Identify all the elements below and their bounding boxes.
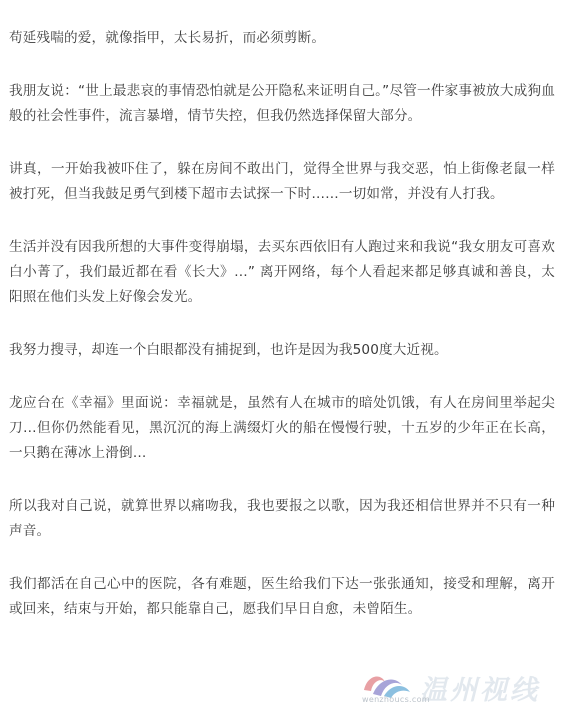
watermark-url: wenzhoucs.com <box>362 695 430 704</box>
paragraph-1: 苟延残喘的爱，就像指甲，太长易折，而必须剪断。 <box>9 30 326 46</box>
article-body <box>9 26 555 622</box>
paragraph-2: 我朋友说：“世上最悲哀的事情恐怕就是公开隐私来证明自己。”尽管一件家事被放大成狗血般的社会性事件，流言暴增，情节失控，但我仍然选择保留大部分。 <box>9 83 555 124</box>
paragraph-6: 龙应台在《幸福》里面说：幸福就是，虽然有人在城市的暗处饥饿，有人在房间里举起尖刀…但你仍然能看见，黑沉沉的海上满缀灯火的船在慢慢行驶，十五岁的少年正在长高，一只鹅在薄冰上滑倒… <box>9 395 555 461</box>
paragraph-7: 所以我对自己说，就算世界以痛吻我，我也要报之以歌，因为我还相信世界并不只有一种声音。 <box>9 498 555 539</box>
watermark-title: 温州视线 <box>420 675 540 706</box>
site-watermark <box>358 664 554 708</box>
paragraph-5: 我努力搜寻，却连一个白眼都没有捕捉到，也许是因为我500度大近视。 <box>9 342 448 358</box>
paragraph-3: 讲真，一开始我被吓住了，躲在房间不敢出门，觉得全世界与我交恶，怕上街像老鼠一样被打死，但当我鼓足勇气到楼下超市去试探一下时……一切如常，并没有人打我。 <box>9 161 555 202</box>
paragraph-4: 生活并没有因我所想的大事件变得崩塌，去买东西依旧有人跑过来和我说“我女朋友可喜欢白小菁了，我们最近都在看《长大》…” 离开网络，每个人看起来都足够真诚和善良，太阳照在他们头发上好像会发光。 <box>9 239 555 305</box>
paragraph-8: 我们都活在自己心中的医院，各有难题，医生给我们下达一张张通知，接受和理解，离开或回来，结束与开始，都只能靠自己，愿我们早日自愈，未曾陌生。 <box>9 576 555 617</box>
